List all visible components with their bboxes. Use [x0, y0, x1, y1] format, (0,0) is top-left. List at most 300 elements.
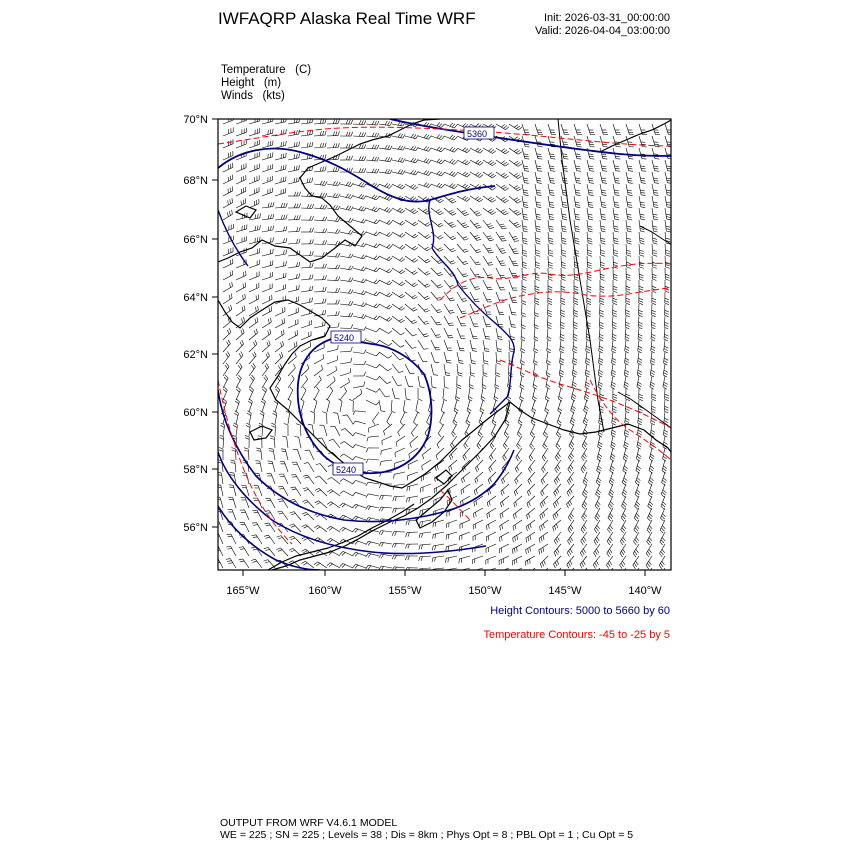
- wind-barb-flag: [664, 339, 668, 341]
- wind-barb-flag: [382, 496, 384, 500]
- wind-barb-flag: [390, 122, 392, 126]
- wind-barb-flag: [472, 348, 477, 349]
- wind-barb-flag: [396, 442, 397, 446]
- wind-barb-flag: [597, 480, 600, 483]
- wind-barb-flag: [229, 307, 230, 311]
- wind-barb-flag: [664, 433, 668, 435]
- wind-barb: [392, 340, 400, 347]
- wind-barb: [567, 544, 574, 553]
- wind-barb-flag: [450, 123, 453, 126]
- wind-barb: [248, 449, 249, 460]
- wind-barb-flag: [651, 373, 655, 375]
- wind-barb: [418, 376, 420, 387]
- wind-barb-flag: [281, 166, 282, 171]
- wind-barb-flag: [570, 537, 573, 541]
- wind-barb-flag: [665, 303, 669, 305]
- wind-barb-flag: [398, 184, 401, 187]
- wind-barb: [262, 334, 271, 341]
- wind-barb: [548, 196, 550, 207]
- wind-barb-flag: [234, 423, 238, 425]
- wind-barb-flag: [514, 173, 518, 175]
- wind-barb-flag: [456, 397, 460, 399]
- wind-barb-flag: [557, 444, 560, 447]
- wind-barb-flag: [535, 289, 539, 291]
- wind-barb: [301, 147, 312, 149]
- wind-barb-flag: [665, 301, 669, 303]
- wind-barb-flag: [282, 451, 286, 452]
- wind-barb-flag: [518, 152, 522, 155]
- wind-barb-flag: [624, 444, 628, 447]
- wind-barb: [314, 220, 325, 221]
- wind-barb-flag: [437, 272, 441, 274]
- wind-barb: [431, 364, 434, 375]
- wind-barb: [308, 463, 314, 472]
- wind-barb-flag: [636, 480, 640, 483]
- wind-barb: [633, 556, 639, 565]
- wind-barb-flag: [526, 550, 527, 554]
- wind-barb-flag: [291, 513, 295, 515]
- wind-barb-flag: [529, 479, 531, 483]
- wind-barb: [452, 424, 458, 434]
- wind-barb: [626, 184, 628, 195]
- wind-barb-flag: [600, 286, 604, 288]
- wind-barb-flag: [344, 387, 346, 391]
- wind-barb-flag: [626, 279, 630, 281]
- wind-barb: [486, 520, 496, 525]
- wind-barb: [296, 475, 302, 485]
- wind-barb: [470, 244, 477, 253]
- wind-barb-flag: [462, 313, 467, 314]
- wind-barb-flag: [454, 173, 457, 176]
- wind-barb: [301, 256, 312, 257]
- wind-barb: [236, 121, 246, 125]
- wind-barb-flag: [602, 205, 606, 206]
- wind-barb-flag: [432, 387, 436, 388]
- wind-barb-flag: [410, 373, 415, 374]
- wind-barb-flag: [568, 469, 571, 473]
- wind-barb: [314, 135, 325, 136]
- wind-barb-flag: [438, 199, 442, 201]
- wind-barb: [262, 207, 273, 208]
- wind-barb: [319, 488, 327, 496]
- wind-barb-flag: [269, 341, 271, 345]
- wind-barb-flag: [560, 373, 564, 375]
- wind-barb-flag: [597, 492, 600, 495]
- wind-barb: [522, 208, 524, 219]
- wind-barb-flag: [586, 361, 590, 363]
- wind-barb-flag: [364, 279, 367, 283]
- wind-barb-flag: [481, 408, 485, 411]
- wind-barb: [314, 359, 324, 364]
- wind-barb-flag: [607, 553, 610, 557]
- wind-barb-flag: [327, 490, 331, 493]
- wind-barb-flag: [610, 514, 613, 517]
- wind-barb: [587, 160, 590, 171]
- wind-barb: [573, 340, 574, 351]
- wind-barb: [651, 328, 652, 339]
- wind-barb-flag: [570, 561, 572, 565]
- wind-barb-flag: [499, 537, 500, 541]
- wind-barb: [496, 256, 501, 266]
- wind-barb-flag: [614, 217, 618, 218]
- wind-barb-flag: [548, 289, 552, 291]
- wind-barb-flag: [464, 239, 468, 241]
- wind-barb-flag: [612, 430, 616, 432]
- wind-barb: [301, 336, 311, 340]
- wind-barb-flag: [594, 541, 597, 545]
- wind-barb-flag: [291, 487, 295, 488]
- wind-barb-flag: [458, 375, 462, 376]
- wind-barb-flag: [601, 250, 605, 251]
- wind-barb-flag: [611, 384, 615, 386]
- wind-barb-flag: [653, 190, 657, 191]
- wind-barb-flag: [653, 250, 657, 251]
- wind-barb-flag: [438, 312, 442, 313]
- wind-barb-flag: [654, 195, 659, 196]
- page-title: IWFAQRP Alaska Real Time WRF: [218, 9, 476, 28]
- wind-barb-flag: [296, 274, 297, 279]
- wind-barb: [301, 158, 312, 160]
- wind-barb: [500, 520, 509, 526]
- wind-barb-flag: [614, 229, 618, 230]
- wind-barb-flag: [437, 248, 441, 250]
- wind-barb-flag: [608, 530, 611, 534]
- wind-barb-flag: [258, 436, 262, 438]
- wind-barb-flag: [414, 422, 417, 425]
- wind-barb-flag: [588, 178, 593, 179]
- wind-barb-flag: [622, 516, 625, 519]
- wind-barb-flag: [584, 420, 587, 423]
- wind-barb: [249, 390, 254, 400]
- wind-barb: [353, 148, 364, 149]
- wind-barb: [527, 496, 535, 503]
- wind-barb: [223, 167, 233, 172]
- wind-barb: [447, 532, 458, 535]
- field-height: Height (m): [221, 77, 282, 89]
- wind-barb: [599, 316, 600, 327]
- wind-barb-flag: [490, 478, 492, 482]
- wind-barb-flag: [247, 413, 251, 416]
- wind-barb-flag: [549, 178, 554, 179]
- wind-barb-flag: [517, 535, 518, 540]
- wind-barb: [528, 472, 535, 480]
- wind-barb-flag: [455, 408, 459, 411]
- height-contour-north-arc: [218, 149, 495, 202]
- wind-barb: [626, 148, 629, 159]
- wind-barb-flag: [489, 524, 490, 529]
- wind-barb-flag: [524, 192, 528, 193]
- wind-barb-flag: [364, 145, 366, 149]
- wind-barb-flag: [576, 192, 580, 193]
- wind-barb-flag: [575, 217, 579, 218]
- wind-barb: [535, 244, 536, 255]
- wind-barb-flag: [666, 229, 670, 230]
- wind-barb-flag: [534, 339, 538, 341]
- wind-barb-flag: [270, 226, 271, 230]
- wind-barb-flag: [648, 494, 651, 497]
- wind-barb-flag: [351, 207, 354, 211]
- wind-barb-flag: [582, 518, 585, 522]
- wind-barb-flag: [440, 225, 444, 227]
- wind-barb-flag: [474, 287, 478, 288]
- wind-barb-flag: [451, 466, 453, 470]
- wind-barb-flag: [601, 190, 605, 191]
- wind-barb-flag: [390, 158, 392, 162]
- wind-barb-flag: [372, 133, 374, 137]
- wind-barb-flag: [652, 298, 656, 300]
- wind-barb: [620, 544, 626, 553]
- wind-barb-flag: [271, 203, 272, 207]
- wind-barb-flag: [625, 363, 629, 365]
- wind-barb: [648, 496, 652, 506]
- wind-barb: [527, 484, 535, 492]
- wind-barb-flag: [615, 180, 619, 181]
- wind-barb: [301, 123, 312, 124]
- wind-barb-flag: [568, 529, 571, 533]
- wind-barb-flag: [338, 119, 340, 123]
- wind-barb: [535, 148, 538, 159]
- wind-barb-flag: [364, 303, 367, 307]
- wind-barb-flag: [487, 224, 491, 225]
- wind-barb-flag: [638, 442, 642, 445]
- wind-barb-flag: [340, 515, 343, 518]
- wind-barb-flag: [333, 193, 335, 197]
- wind-barb-flag: [364, 315, 367, 319]
- wind-barb-flag: [530, 455, 533, 459]
- wind-barb-flag: [621, 518, 624, 521]
- wind-barb: [457, 304, 462, 314]
- wind-barb-flag: [355, 505, 358, 508]
- wind-barb-flag: [291, 550, 295, 552]
- wind-barb-flag: [525, 171, 530, 172]
- wind-barb: [396, 436, 405, 442]
- wind-barb: [463, 448, 470, 456]
- wind-barb: [223, 275, 233, 280]
- wind-barb-flag: [515, 548, 516, 552]
- wind-barb: [470, 340, 473, 351]
- wind-barb-flag: [495, 385, 499, 387]
- wind-barb-flag: [640, 217, 644, 218]
- wind-barb-flag: [664, 325, 668, 327]
- wind-barb-flag: [426, 273, 430, 275]
- wind-barb-flag: [653, 255, 657, 256]
- wind-barb-flag: [461, 490, 462, 494]
- wind-barb-flag: [537, 183, 541, 184]
- wind-barb-flag: [372, 195, 375, 198]
- wind-barb: [249, 287, 259, 292]
- wind-barb-flag: [601, 255, 605, 256]
- wind-barb: [431, 340, 436, 350]
- wind-barb-flag: [414, 260, 418, 263]
- wind-barb-flag: [557, 512, 559, 516]
- wind-barb: [626, 160, 629, 171]
- wind-barb-flag: [664, 351, 668, 353]
- wind-barb: [567, 556, 574, 564]
- wind-barb-flag: [297, 192, 299, 196]
- wind-barb-flag: [598, 490, 601, 493]
- wind-barb-flag: [662, 471, 666, 474]
- wind-barb-flag: [379, 531, 381, 535]
- wind-barb-flag: [518, 127, 522, 130]
- wind-barb-flag: [334, 376, 336, 380]
- wind-barb: [508, 364, 509, 375]
- wind-barb-flag: [588, 229, 592, 230]
- wind-barb: [535, 172, 537, 183]
- wind-barb-flag: [439, 286, 443, 288]
- wind-barb-flag: [278, 538, 282, 539]
- wind-barb: [301, 347, 311, 352]
- wind-barb-flag: [393, 497, 394, 501]
- wind-barb-flag: [283, 142, 284, 146]
- wind-barb-flag: [580, 553, 582, 557]
- wind-barb: [573, 316, 574, 327]
- wind-barb-flag: [478, 173, 481, 176]
- wind-barb: [275, 122, 286, 124]
- wind-barb-flag: [573, 382, 577, 384]
- wind-barb-flag: [530, 547, 531, 551]
- wind-barb-flag: [633, 553, 636, 557]
- wind-barb-flag: [452, 124, 455, 127]
- wind-barb: [638, 328, 639, 339]
- wind-barb-flag: [292, 489, 296, 490]
- wind-barb: [514, 484, 522, 492]
- wind-barb-flag: [330, 426, 335, 427]
- wind-barb-flag: [349, 399, 353, 401]
- wind-barb-flag: [622, 482, 625, 485]
- wind-barb: [600, 148, 603, 159]
- wind-barb: [244, 522, 249, 532]
- wind-barb-flag: [659, 577, 662, 581]
- wind-barb-flag: [316, 464, 320, 465]
- wind-barb: [535, 232, 536, 243]
- wind-barb: [509, 280, 513, 290]
- wind-barb: [431, 316, 437, 325]
- wind-barb-flag: [585, 478, 588, 481]
- wind-barb-flag: [283, 262, 284, 266]
- wind-barb: [509, 220, 517, 228]
- wind-barb-flag: [320, 181, 322, 185]
- wind-barb-flag: [476, 276, 480, 277]
- wind-barb-flag: [480, 175, 483, 178]
- wind-barb: [233, 485, 236, 496]
- wind-barb: [366, 400, 376, 405]
- wind-barb-flag: [364, 350, 366, 354]
- wind-barb-flag: [601, 202, 606, 203]
- wind-barb-flag: [574, 279, 578, 281]
- wind-barb-flag: [489, 265, 494, 266]
- wind-barb-flag: [601, 229, 605, 230]
- wind-barb-flag: [333, 413, 337, 414]
- wind-barb-flag: [286, 238, 287, 242]
- wind-barb-flag: [585, 406, 589, 409]
- wind-barb-flag: [450, 312, 455, 313]
- wind-barb-flag: [548, 313, 552, 315]
- wind-barb: [223, 344, 230, 352]
- wind-barb-flag: [500, 526, 501, 531]
- wind-barb: [535, 208, 537, 219]
- wind-barb-flag: [640, 190, 644, 191]
- lon-label-140: 140°W: [628, 585, 662, 597]
- wind-barb-flag: [412, 295, 416, 297]
- wind-barb: [470, 196, 479, 202]
- init-time: Init: 2026-03-31_00:00:00: [544, 12, 670, 24]
- wind-barb: [587, 124, 590, 135]
- wind-barb-flag: [245, 435, 249, 437]
- wind-barb: [301, 267, 312, 268]
- wind-barb-flag: [522, 303, 526, 305]
- wind-barb: [288, 289, 299, 292]
- wind-barb-flag: [382, 507, 384, 511]
- wind-barb-flag: [290, 387, 293, 390]
- wind-barb-flag: [364, 157, 366, 161]
- wind-barb-flag: [286, 226, 287, 230]
- wind-barb: [626, 196, 628, 207]
- wind-barb-flag: [452, 172, 455, 175]
- wind-barb-flag: [312, 130, 313, 134]
- wind-barb-flag: [568, 457, 571, 461]
- wind-barb-flag: [336, 265, 338, 269]
- wind-barb-flag: [599, 339, 603, 341]
- wind-barb-flag: [323, 354, 324, 358]
- wind-barb: [639, 232, 640, 243]
- wind-barb: [547, 316, 548, 327]
- wind-barb-flag: [416, 159, 419, 163]
- wind-barb-flag: [498, 336, 502, 337]
- wind-barb-flag: [291, 475, 295, 476]
- wind-barb-flag: [265, 498, 269, 499]
- wind-barb-flag: [561, 279, 565, 281]
- wind-barb-flag: [231, 294, 232, 298]
- wind-barb-flag: [582, 527, 585, 531]
- wind-barb-flag: [245, 282, 246, 286]
- wind-barb: [300, 425, 301, 436]
- wind-barb-flag: [490, 174, 494, 177]
- wind-barb-flag: [252, 523, 257, 524]
- wind-barb-flag: [573, 373, 577, 375]
- wind-barb: [392, 232, 402, 237]
- wind-barb-flag: [452, 443, 454, 447]
- wind-barb: [271, 474, 275, 484]
- wind-barb-flag: [359, 156, 361, 160]
- wind-barb-flag: [355, 517, 358, 520]
- wind-barb-flag: [634, 575, 636, 579]
- wind-barb-flag: [387, 305, 390, 308]
- wind-barb-flag: [512, 237, 517, 238]
- wind-barb-flag: [661, 563, 664, 567]
- wind-barb-flag: [595, 518, 598, 522]
- wind-barb-flag: [475, 160, 478, 163]
- wind-barb-flag: [338, 345, 339, 349]
- wind-barb-flag: [359, 168, 361, 172]
- wind-barb-flag: [576, 180, 580, 181]
- wind-barb: [345, 429, 353, 437]
- wind-barb-flag: [600, 277, 604, 279]
- wind-barb-flag: [653, 202, 658, 203]
- wind-barb-flag: [463, 477, 464, 481]
- wind-barb-flag: [598, 466, 602, 469]
- wind-barb-flag: [325, 264, 327, 268]
- wind-barb: [288, 146, 299, 148]
- wind-barb: [600, 232, 601, 243]
- wind-barb: [262, 277, 272, 281]
- wind-barb: [282, 511, 288, 520]
- wind-barb: [561, 172, 563, 183]
- wind-barb: [470, 352, 472, 363]
- wind-barb-flag: [641, 192, 645, 193]
- wind-barb: [488, 472, 496, 480]
- wind-barb-flag: [307, 143, 308, 147]
- wind-barb-flag: [550, 192, 554, 193]
